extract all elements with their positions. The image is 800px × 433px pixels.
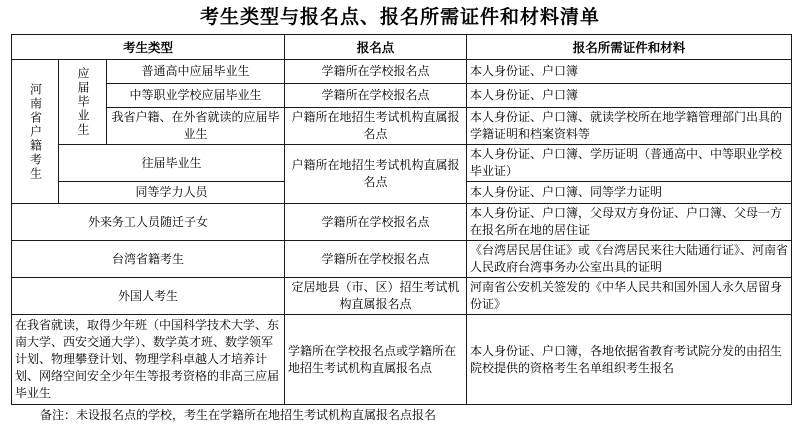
table-row [12,108,792,145]
cell-docs: 本人身份证、户口簿、就读学校所在地学籍管理部门出具的学籍证明和档案资料等 [467,108,792,145]
cell-point: 学籍所在学校报名点 [285,204,467,241]
cell-type: 我省户籍、在外省就读的应届毕业生 [107,108,285,145]
cell-docs: 本人身份证、户口簿，各地依据省教育考试院分发的由招生院校提供的资格考生名单组织考生报名 [467,315,792,405]
table-row [12,145,792,182]
table-row [12,315,792,405]
cell-docs: 河南省公安机关签发的《中华人民共和国外国人永久居留身份证》 [467,278,792,315]
cell-type: 普通高中应届毕业生 [107,60,285,84]
cell-point: 定居地县（市、区）招生考试机构直属报名点 [285,278,467,315]
cell-point: 户籍所在地招生考试机构直属报名点 [285,145,467,204]
cell-point: 户籍所在地招生考试机构直属报名点 [285,108,467,145]
cell-docs: 本人身份证、户口簿、学历证明（普通高中、中等职业学校毕业证） [467,145,792,182]
header-point: 报名点 [285,35,467,60]
header-type: 考生类型 [12,35,285,60]
cell-point: 学籍所在学校报名点或学籍所在地招生考试机构直属报名点 [285,315,467,405]
yingjie-group-label: 应届毕业生 [59,60,107,145]
cell-docs: 本人身份证、户口簿 [467,84,792,108]
cell-point: 学籍所在学校报名点 [285,60,467,84]
cell-type: 同等学力人员 [59,182,285,204]
cell-point: 学籍所在学校报名点 [285,241,467,278]
cell-docs: 《台湾居民居住证》或《台湾居民来往大陆通行证》、河南省人民政府台湾事务办公室出具的证明 [467,241,792,278]
cell-docs: 本人身份证、户口簿，父母双方身份证、户口簿、父母一方在报名所在地的居住证 [467,204,792,241]
requirements-table [11,34,792,405]
cell-type: 台湾省籍考生 [12,241,285,278]
header-docs: 报名所需证件和材料 [467,35,792,60]
table-row [12,278,792,315]
cell-type: 外国人考生 [12,278,285,315]
table-row [12,204,792,241]
cell-docs: 本人身份证、户口簿 [467,60,792,84]
table-row [12,241,792,278]
cell-type: 在我省就读，取得少年班（中国科学技术大学、东南大学、西安交通大学）、数学英才班、数学领军计划、物理攀登计划、物理学科卓越人才培养计划、网络空间安全少年生等报考资格的非高三应届毕业生 [12,315,285,405]
cell-point: 学籍所在学校报名点 [285,84,467,108]
henan-group-label: 河南省户籍考生 [12,60,59,204]
cell-docs: 本人身份证、户口簿、同等学力证明 [467,182,792,204]
table-row [12,84,792,108]
cell-type: 往届毕业生 [59,145,285,182]
table-row [12,60,792,84]
cell-type: 外来务工人员随迁子女 [12,204,285,241]
cell-type: 中等职业学校应届毕业生 [107,84,285,108]
header-row [12,35,792,60]
page-title: 考生类型与报名点、报名所需证件和材料清单 [199,6,600,28]
footnote: 备注：未设报名点的学校，考生在学籍所在地招生考试机构直属报名点报名 [40,408,437,422]
